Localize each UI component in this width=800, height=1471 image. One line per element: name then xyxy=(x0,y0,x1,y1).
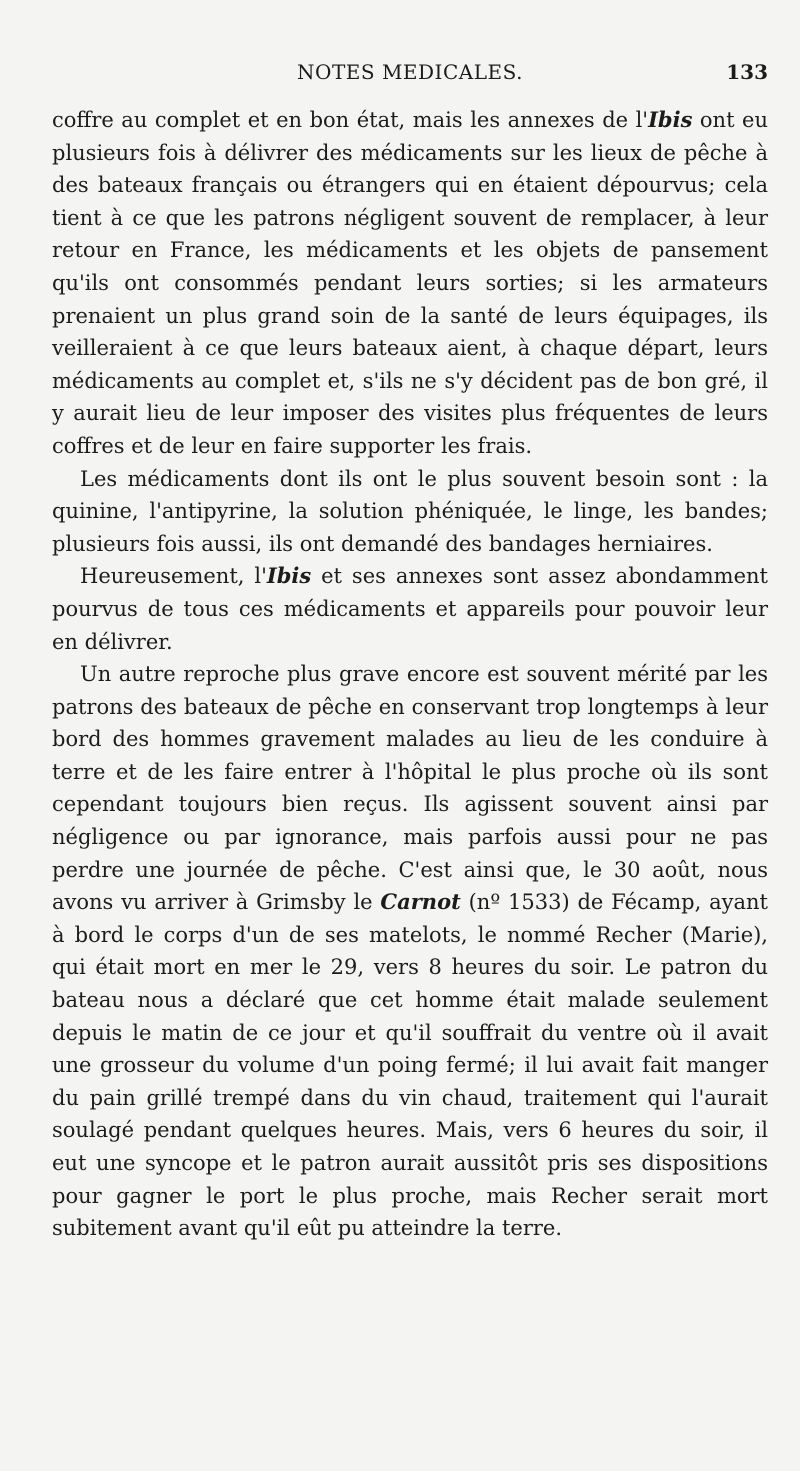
paragraph-2-text: Les médicaments dont ils ont le plus souvent besoin sont : la quinine, l'antipyrine, la solution phéniquée, le linge, les bandes; plusieurs fois aussi, ils ont demandé des bandages herniaires. xyxy=(52,466,768,556)
paragraph-3 xyxy=(52,560,768,658)
paragraph-3-text: Heureusement, l' xyxy=(80,564,267,589)
paragraph-4-text-cont: (nº 1533) de Fécamp, ayant à bord le corps d'un de ses matelots, le nommé Recher (Marie), qui était mort en mer le 29, vers 8 heures du soir. Le patron du bateau nous a déclaré que cet homme était malade seulement depuis le matin de ce jour et qu'il souffrait du ventre où il avait une grosseur du volume d'un poing fermé; il lui avait fait manger du pain grillé trempé dans du vin chaud, traitement qui l'aurait soulagé pendant quelques heures. Mais, vers 6 heures du soir, il eut une syncope et le patron aurait aussitôt pris ses dispositions pour gagner le port le plus proche, mais Recher serait mort subitement avant qu'il eût pu atteindre la terre. xyxy=(52,890,768,1241)
ship-name-ibis: Ibis xyxy=(648,107,693,132)
paragraph-4 xyxy=(52,658,768,1245)
running-title: NOTES MEDICALES. xyxy=(297,60,523,84)
page-header xyxy=(52,60,768,94)
body-text xyxy=(52,104,768,1245)
page-number: 133 xyxy=(726,60,768,84)
ship-name-carnot: Carnot xyxy=(380,889,461,915)
paragraph-4-text: Un autre reproche plus grave encore est souvent mérité par les patrons des bateaux de pêche en conservant trop longtemps à leur bord des hommes gravement malades au lieu de les conduire à terre et de les faire entrer à l'hôpital le plus proche où ils sont cependant toujours bien reçus. Ils agissent souvent ainsi par négligence ou par ignorance, mais parfois aussi pour ne pas perdre une journée de pêche. C'est ainsi que, le 30 août, nous avons vu arriver à Grimsby le xyxy=(52,662,768,915)
paragraph-3-text-cont: et ses annexes sont assez abondamment pourvus de tous ces médicaments et appareils pour pouvoir leur en délivrer. xyxy=(52,564,768,654)
paragraph-1-text: coffre au complet et en bon état, mais les annexes de l' xyxy=(52,108,649,132)
paragraph-1 xyxy=(52,104,768,463)
paragraph-1-text-cont: ont eu plusieurs fois à délivrer des médicaments sur les lieux de pêche à des bateaux français ou étrangers qui en étaient dépourvus; cela tient à ce que les patrons négligent souvent de remplacer, à leur retour en France, les médicaments et les objets de pansement qu'ils ont consommés pendant leurs sorties; si les armateurs prenaient un plus grand soin de la santé de leurs équipages, ils veilleraient à ce que leurs bateaux aient, à chaque départ, leurs médicaments au complet et, s'ils ne s'y décident pas de bon gré, il y aurait lieu de leur imposer des visites plus fréquentes de leurs coffres et de leur en faire supporter les frais. xyxy=(52,108,768,458)
paragraph-2 xyxy=(52,463,768,561)
ship-name-ibis: Ibis xyxy=(266,563,312,589)
